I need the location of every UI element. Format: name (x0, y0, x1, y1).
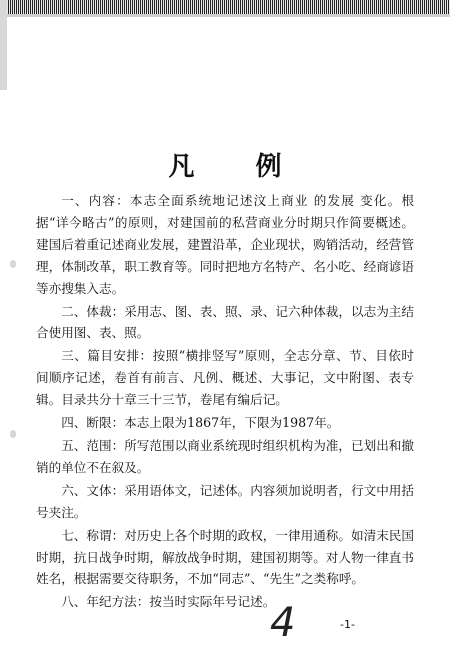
scan-left-shadow (0, 0, 7, 90)
body-text (36, 190, 414, 614)
paragraph-format: 二、体裁：采用志、图、表、照、录、记六种体裁，以志为主结合使用图、表、照。 (36, 303, 414, 341)
paragraph-outline: 三、篇目安排：按照“横排竖写”原则，全志分章、节、目依时间顺序记述，卷首有前言、凡例、概述、大事记，文中附图、表专辑。目录共分十章三十三节，卷尾有编后记。 (36, 348, 414, 408)
paragraph-dating: 八、年纪方法：按当时实际年号记述。 (61, 594, 276, 610)
scan-top-strip (0, 14, 450, 17)
paragraph-style: 六、文体：采用语体文，记述体。内容须加说明者，行文中用括号夹注。 (36, 482, 414, 520)
handwritten-page-mark: 4 (270, 600, 296, 646)
page-number: -1- (340, 618, 355, 631)
paragraph-scope: 五、范围：所写范围以商业系统现时组织机构为准，已划出和撤销的单位不在叙及。 (36, 437, 414, 475)
page-title: 凡 例 (168, 152, 308, 182)
scan-speck (10, 430, 16, 438)
paragraph-content: 一、内容：本志全面系统地记述汶上商业 的发展 变化。根 据“详今略古”的原则，对建国前的私营商业分时期只作简要概述。建国后着重记述商业发展，建置沿革，企业现状，购销活动，经营管理，体制改革，职工教育等。同时把地方名特产、名小吃、经商谚语等亦搜集入志。 (36, 193, 414, 296)
scan-speck (10, 260, 16, 268)
scan-top-edge (0, 0, 450, 14)
paragraph-titles: 七、称谓：对历史上各个时期的政权，一律用通称。如清末民国时期，抗日战争时期，解放战争时期，建国初期等。对人物一律直书姓名，根据需要交待职务，不加“同志”、“先生”之类称呼。 (36, 527, 414, 587)
paragraph-time-limits: 四、断限：本志上限为1867年，下限为1987年。 (61, 415, 340, 431)
